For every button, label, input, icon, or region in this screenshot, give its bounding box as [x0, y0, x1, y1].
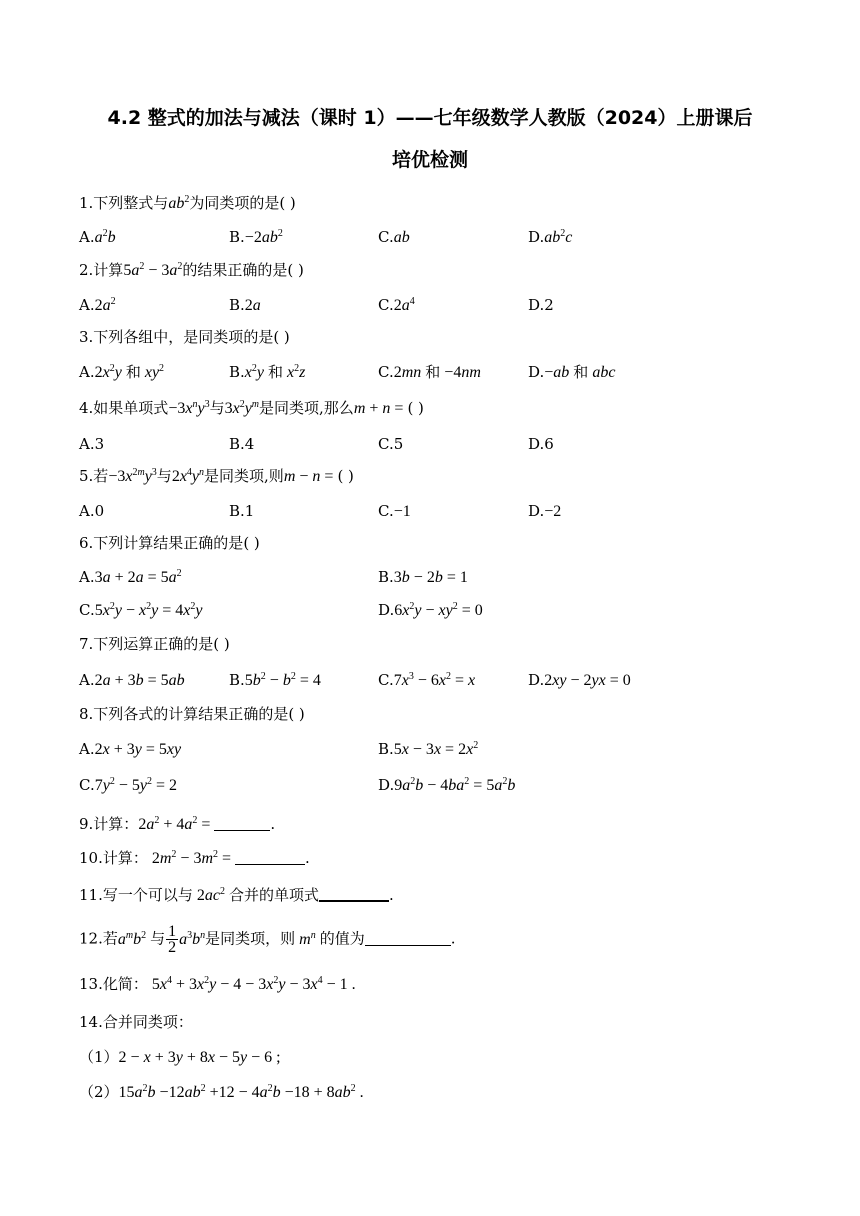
q5-option-a[interactable]: A.0: [79, 502, 105, 520]
q8-option-d[interactable]: $D.9a^2b - 4ba^2 = 5a^2b$: [378, 776, 516, 794]
question-1: 1.下列整式与$ab^2$为同类项的是( ): [79, 194, 296, 212]
q5-option-c[interactable]: C.−1: [378, 502, 411, 520]
q2-option-a[interactable]: $A.2a^2$: [79, 296, 116, 314]
q1-option-b[interactable]: $B.-2ab^2$: [229, 228, 283, 246]
answer-blank[interactable]: [214, 816, 270, 831]
q1-option-d[interactable]: $D.ab^2c$: [528, 228, 573, 246]
q3-option-a[interactable]: $A.2x^2y$ 和 $xy^2$: [79, 363, 165, 381]
q7-option-b[interactable]: $B.5b^2 - b^2 = 4$: [229, 671, 321, 689]
q3-option-b[interactable]: $B.x^2y$ 和 $x^2z$: [229, 363, 306, 381]
question-10: 10.计算： $2m^2 - 3m^2$ = .: [79, 849, 310, 867]
q8-option-a[interactable]: A.2x + 3y = 5xy: [79, 740, 182, 758]
question-11: 11.写一个可以与 $2ac^2$ 合并的单项式 .: [79, 886, 394, 904]
q5-option-d[interactable]: D.−2: [528, 502, 562, 520]
question-6: 6.下列计算结果正确的是( ): [79, 534, 260, 552]
question-8: 8.下列各式的计算结果正确的是( ): [79, 705, 305, 723]
q2-option-c[interactable]: $C.2a^4$: [378, 296, 415, 314]
q1-option-a[interactable]: $A.a^2b$: [79, 228, 116, 246]
question-2: 2.计算$5a^2 - 3a^2$的结果正确的是( ): [79, 261, 304, 279]
q6-option-a[interactable]: $A.3a + 2a = 5a^2$: [79, 568, 182, 586]
q4-option-d[interactable]: D.6: [528, 435, 554, 453]
question-7: 7.下列运算正确的是( ): [79, 635, 230, 653]
q3-option-c[interactable]: C.2mn 和 −4nm: [378, 363, 481, 381]
fraction-one-half: $\frac{1}{2}$: [168, 923, 177, 956]
question-5: 5.若$-3x^{2m}y^3$与$2x^4y^n$是同类项,则m − n = ( ): [79, 467, 354, 485]
answer-blank[interactable]: [235, 850, 305, 865]
q5-option-b[interactable]: B.1: [229, 502, 255, 520]
q7-option-d[interactable]: D.2xy − 2yx = 0: [528, 671, 631, 689]
question-14-part-2: $(2)15a^2b -12ab^2 +12 - 4a^2b -18 + 8ab^2$ .: [79, 1083, 364, 1101]
q7-option-c[interactable]: $C.7x^3 - 6x^2 = x$: [378, 671, 476, 689]
q8-option-c[interactable]: $C.7y^2 - 5y^2 = 2$: [79, 776, 177, 794]
q8-option-b[interactable]: $B.5x - 3x = 2x^2$: [378, 740, 479, 758]
q6-option-d[interactable]: $D.6x^2y - xy^2 = 0$: [378, 601, 483, 619]
q2-option-d[interactable]: D.2: [528, 296, 554, 314]
document-title: 4.2 整式的加法与减法（课时 1）——七年级数学人教版（2024）上册课后: [107, 107, 753, 129]
question-14-part-1: （1）2 − x + 3y + 8x − 5y − 6 ;: [79, 1048, 281, 1066]
question-12: 12.若$a^mb^2$ 与 $\frac{1}{2}$ $a^3b^n$是同类项，则 $m^n$ 的值为 .: [79, 923, 456, 956]
question-4: 4.如果单项式$-3x^ny^3$与$3x^2y^m$是同类项,那么m + n = ( ): [79, 399, 424, 417]
q7-option-a[interactable]: A.2a + 3b = 5ab: [79, 671, 185, 689]
document-title-line2: 培优检测: [391, 149, 468, 171]
question-9: 9.计算：$2a^2 + 4a^2$ = .: [79, 815, 276, 833]
answer-blank[interactable]: [319, 886, 389, 902]
q6-option-b[interactable]: B.3b − 2b = 1: [378, 568, 468, 586]
q4-option-b[interactable]: B.4: [229, 435, 255, 453]
q4-option-c[interactable]: C.5: [378, 435, 404, 453]
q6-option-c[interactable]: $C.5x^2y - x^2y = 4x^2y$: [79, 601, 203, 619]
question-13: 13.化简： $5x^4 + 3x^2y - 4 - 3x^2y - 3x^4 - 1$ .: [79, 975, 356, 993]
q1-option-c[interactable]: C.ab: [378, 228, 410, 246]
q4-option-a[interactable]: A.3: [79, 435, 105, 453]
q2-option-b[interactable]: B.2a: [229, 296, 261, 314]
q3-option-d[interactable]: D.−ab 和 abc: [528, 363, 616, 381]
question-14: 14.合并同类项：: [79, 1013, 193, 1031]
answer-blank[interactable]: [365, 931, 451, 946]
question-3: 3.下列各组中，是同类项的是( ): [79, 328, 290, 346]
